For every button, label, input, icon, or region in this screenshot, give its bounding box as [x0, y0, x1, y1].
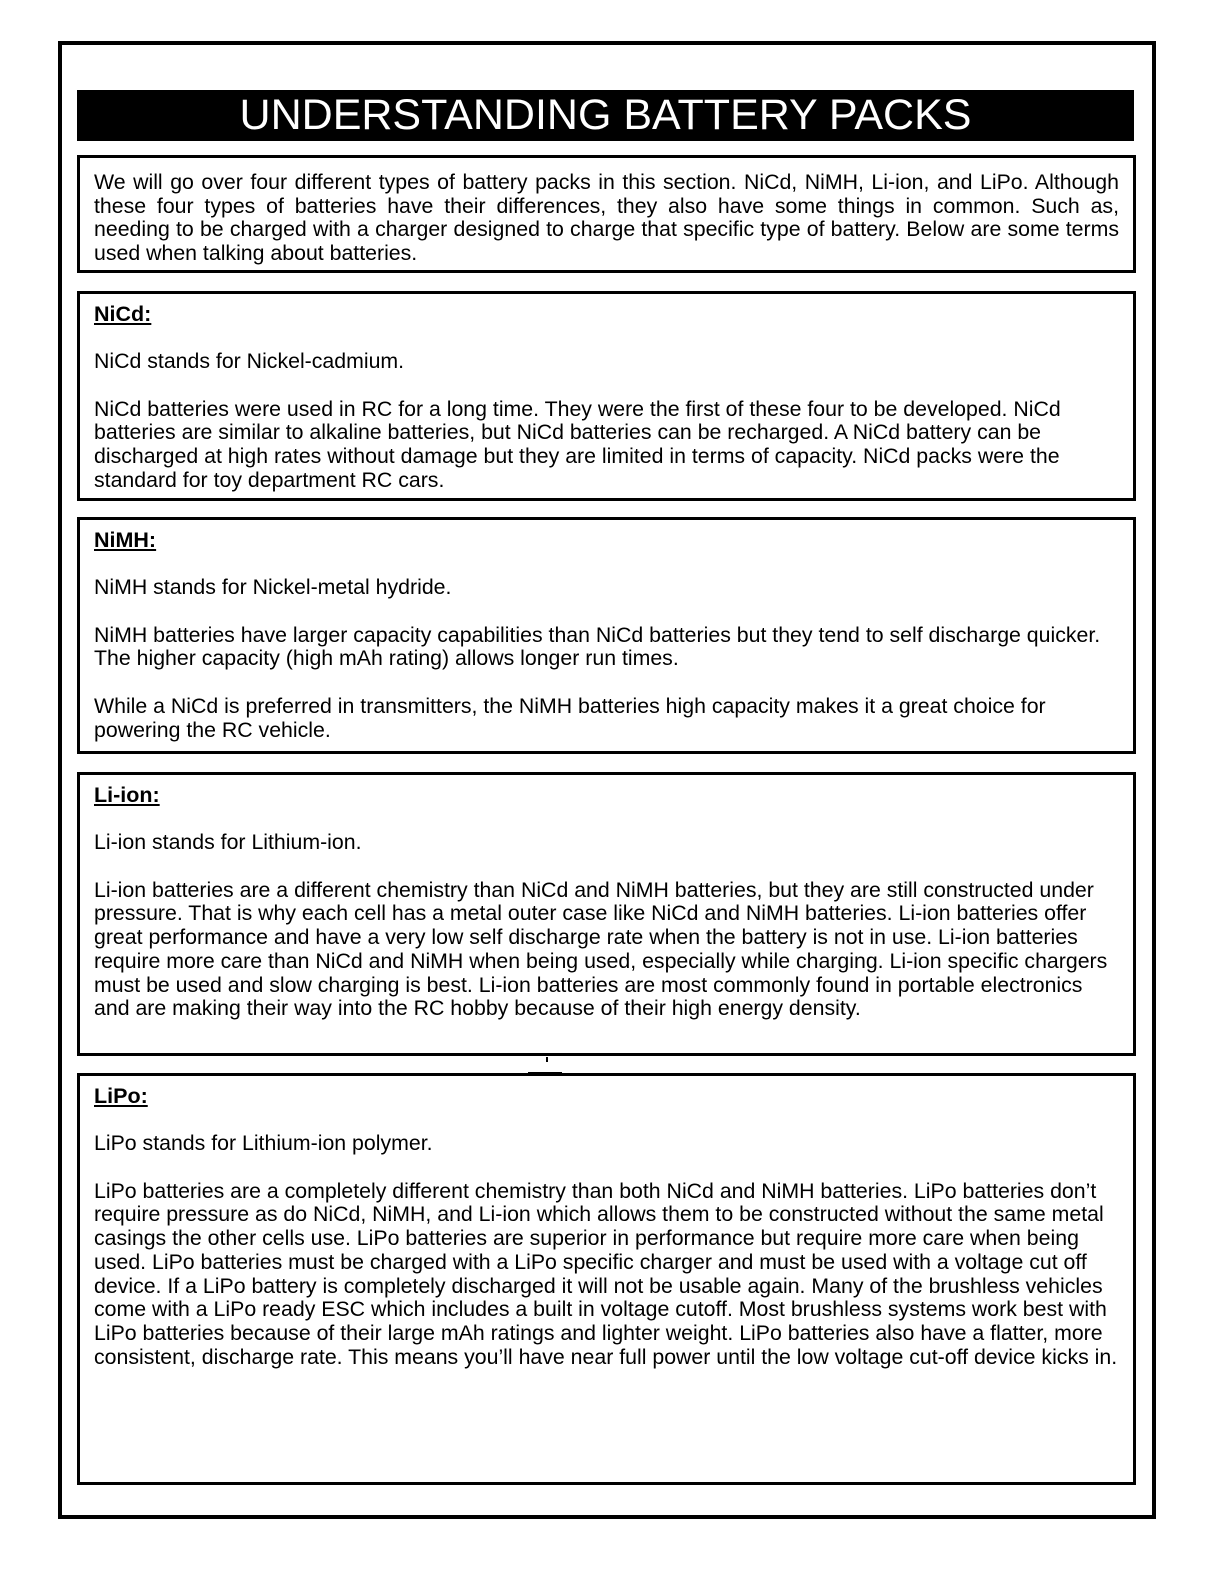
section-lipo — [77, 1073, 1136, 1485]
intro-text: We will go over four different types of battery packs in this section. NiCd, NiMH, Li-ion, and LiPo. Although these four types of batteries have their differences, they also have some things in common. Such as, needing to be charged with a charger designed to charge that specific type of battery. Below are some terms used when talking about batteries. — [94, 170, 1119, 266]
nimh-description: NiMH batteries have larger capacity capabilities than NiCd batteries but they tend to self discharge quicker. The higher capacity (high mAh rating) allows longer run times. — [94, 622, 1101, 671]
nicd-definition: NiCd stands for Nickel-cadmium. — [94, 349, 405, 373]
section-heading-nimh: NiMH: — [94, 528, 157, 552]
nimh-definition: NiMH stands for Nickel-metal hydride. — [94, 575, 452, 599]
page-title: UNDERSTANDING BATTERY PACKS — [77, 90, 1134, 141]
lipo-description: LiPo batteries are a completely different chemistry than both NiCd and NiMH batteries. LiPo batteries don’t require pressure as do NiCd, NiMH, and Li-ion which allows them to be constructed without the same metal casings the other cells use. LiPo batteries are superior in performance but require more care when being used. LiPo batteries must be charged with a LiPo specific charger and must be used with a voltage cut off device. If a LiPo battery is completely discharged it will not be usable again. Many of the brushless vehicles come with a LiPo ready ESC which includes a built in voltage cutoff. Most brushless systems work best with LiPo batteries because of their large mAh ratings and lighter weight. LiPo batteries also have a flatter, more consistent, discharge rate. This means you’ll have near full power until the low voltage cut-off device kicks in. — [94, 1178, 1118, 1369]
section-nimh — [77, 517, 1136, 754]
section-heading-liion: Li-ion: — [94, 783, 160, 807]
liion-description: Li-ion batteries are a different chemistry than NiCd and NiMH batteries, but they are still constructed under pressure. That is why each cell has a metal outer case like NiCd and NiMH batteries. Li-ion batteries offer great performance and have a very low self discharge rate when the battery is not in use. Li-ion batteries require more care than NiCd and NiMH when being used, especially while charging. Li-ion specific chargers must be used and slow charging is best. Li-ion batteries are most commonly found in portable electronics and are making their way into the RC hobby because of their high energy density. — [94, 877, 1108, 1021]
nimh-usage-note: While a NiCd is preferred in transmitters, the NiMH batteries high capacity makes it a great choice for powering the RC vehicle. — [94, 694, 1046, 742]
liion-definition: Li-ion stands for Lithium-ion. — [94, 830, 362, 854]
section-heading-nicd: NiCd: — [94, 302, 152, 326]
nicd-description: NiCd batteries were used in RC for a long time. They were the first of these four to be developed. NiCd batteries are similar to alkaline batteries, but NiCd batteries can be recharged. A NiCd battery can be discharged at high rates without damage but they are limited in terms of capacity. NiCd packs were the standard for toy department RC cars. — [94, 396, 1061, 492]
section-heading-lipo: LiPo: — [94, 1084, 148, 1108]
intro-box — [77, 155, 1136, 273]
section-nicd — [77, 291, 1136, 501]
section-liion — [77, 772, 1136, 1056]
lipo-definition: LiPo stands for Lithium-ion polymer. — [94, 1131, 433, 1155]
